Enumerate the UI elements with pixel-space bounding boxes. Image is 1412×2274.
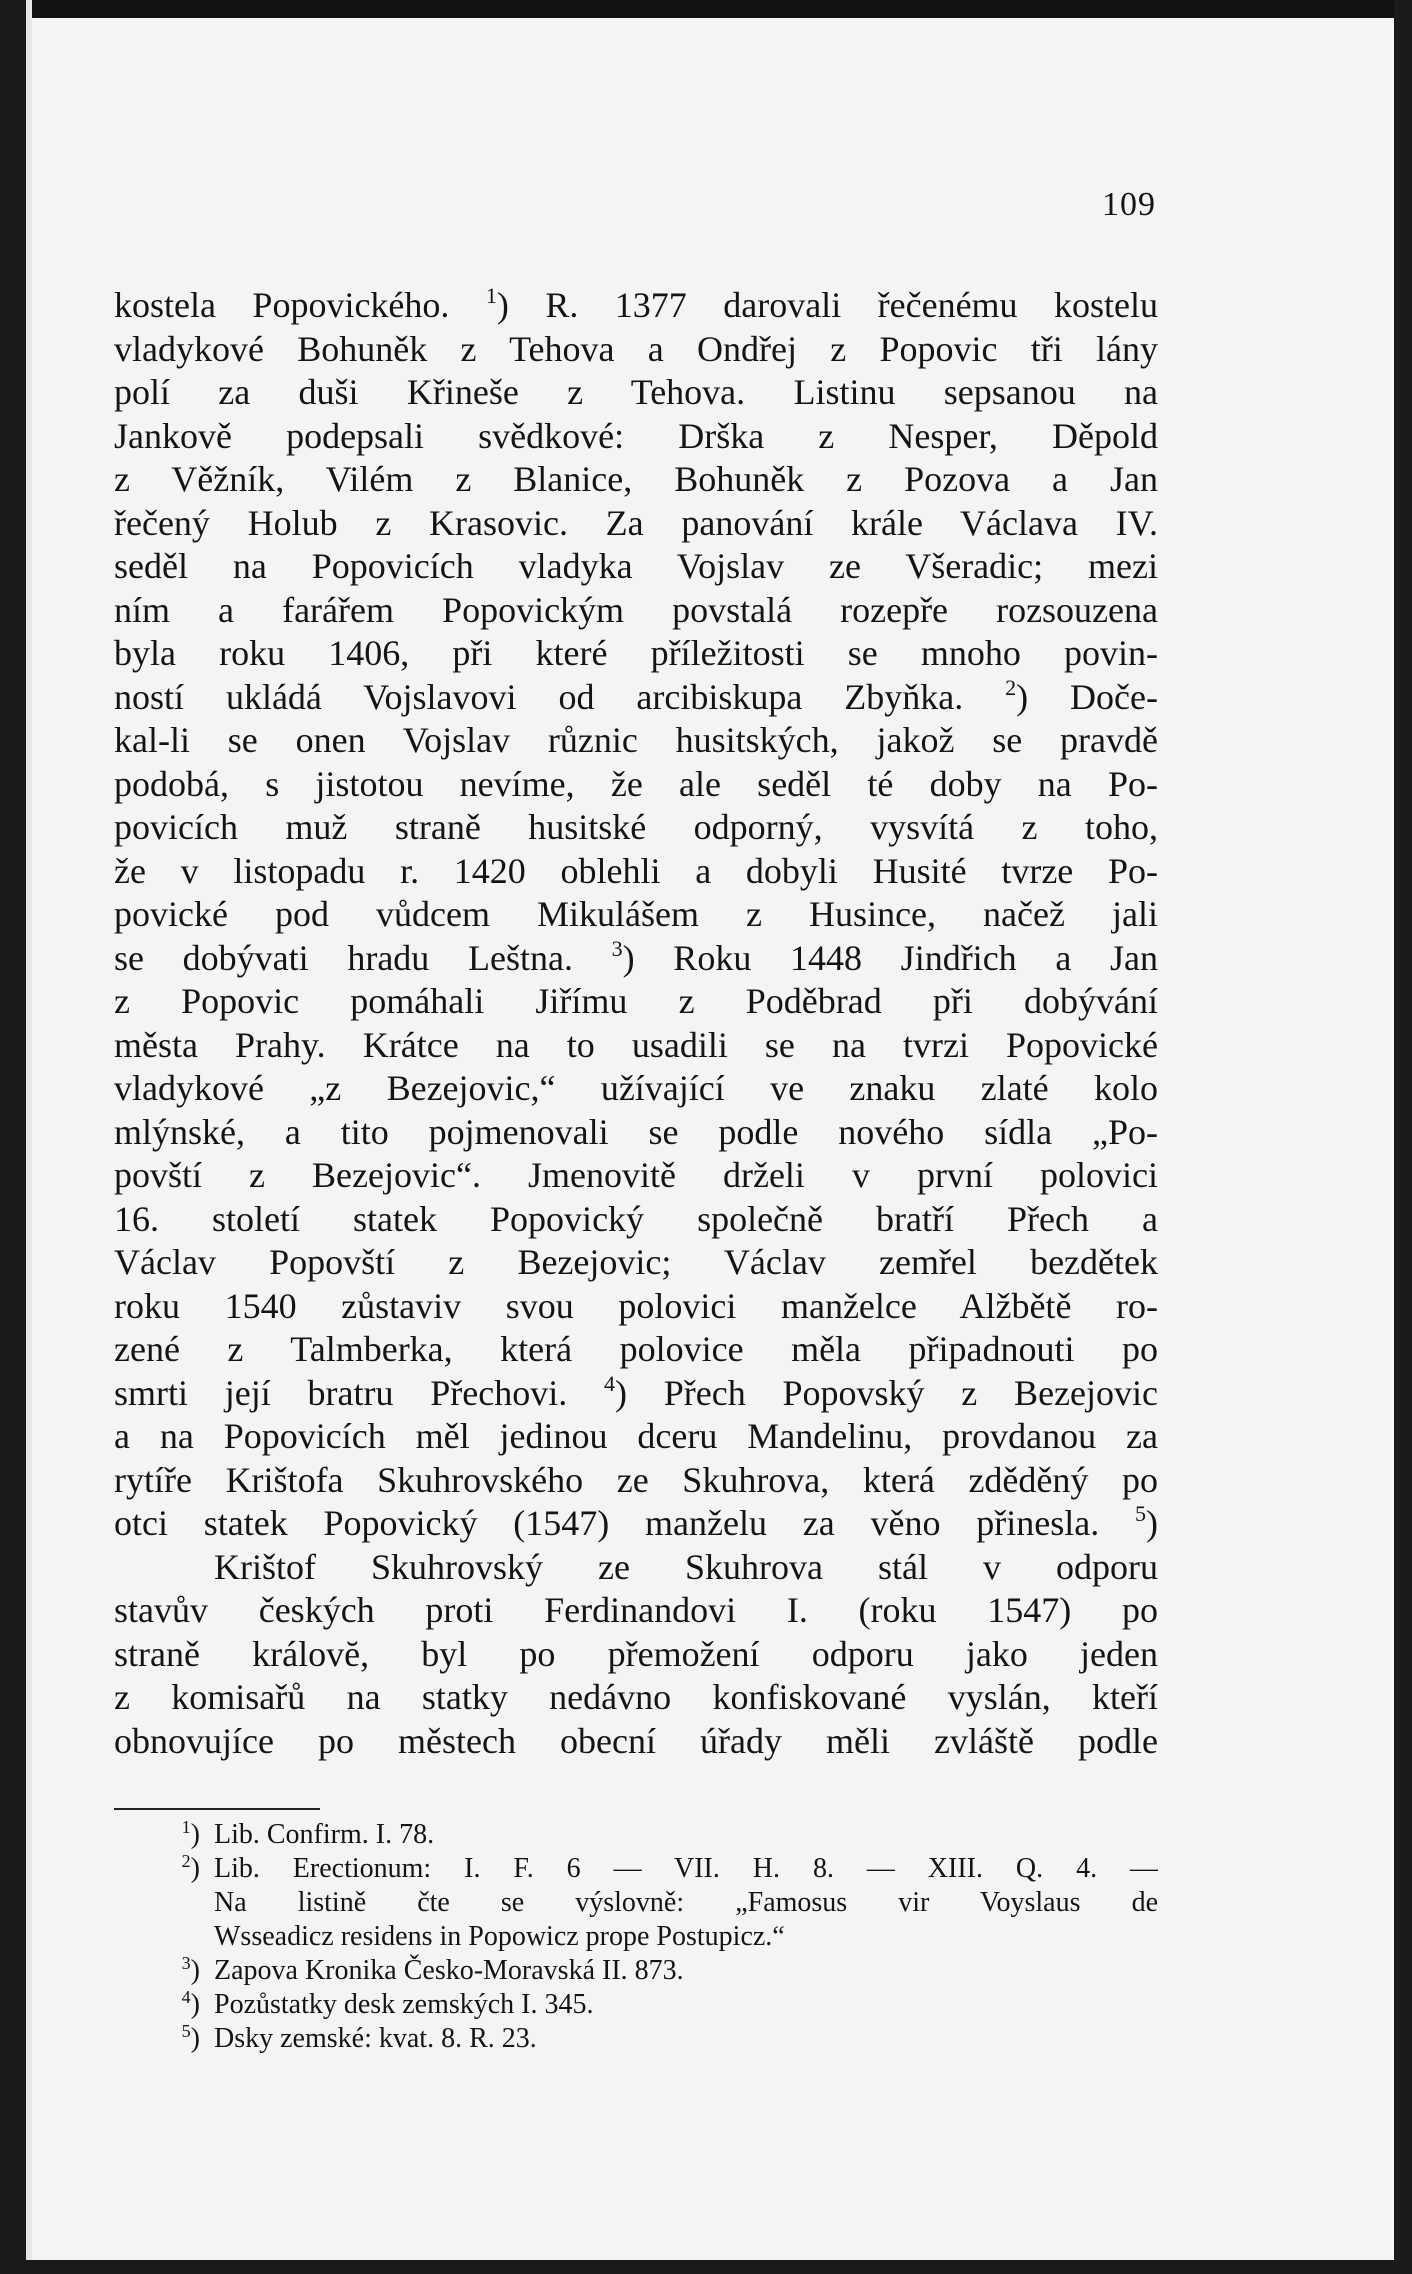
footnote-line	[114, 1886, 1158, 1920]
footnote-line	[114, 1988, 1158, 2022]
text-line	[114, 676, 1158, 720]
scan-border-top	[0, 0, 1412, 18]
text-line-content: Krištof Skuhrovský ze Skuhrova stál v odporu	[214, 1546, 1158, 1587]
text-line	[114, 371, 1158, 415]
footnote-text: Lib. Erectionum: I. F. 6 — VII. H. 8. — XIII. Q. 4. —	[214, 1853, 1158, 1884]
text-line	[114, 1111, 1158, 1155]
text-line-continuation: ) Doče-	[1016, 676, 1158, 717]
text-line-content: ním a farářem Popovickým povstalá rozepře rozsouzena	[114, 589, 1158, 630]
footnote-line	[114, 1818, 1158, 1852]
text-line	[114, 937, 1158, 981]
footnote-number: 3	[181, 1953, 191, 1973]
text-line-content: povické pod vůdcem Mikulášem z Husince, načež jali	[114, 894, 1158, 934]
text-line	[114, 719, 1158, 763]
text-line	[114, 980, 1158, 1024]
text-line	[114, 1285, 1158, 1329]
text-line	[114, 284, 1158, 328]
footnote-reference: 1	[485, 284, 497, 308]
text-line	[114, 1546, 1158, 1590]
text-line	[114, 1372, 1158, 1416]
text-line-content: města Prahy. Krátce na to usadili se na tvrzi Popovické	[114, 1024, 1158, 1065]
scan-border-bottom	[0, 2260, 1412, 2274]
text-line-content: obnovujíce po městech obecní úřady měli zvláště podle	[114, 1720, 1158, 1761]
footnote-line	[114, 1852, 1158, 1886]
footnote-text: Pozůstatky desk zemských I. 345.	[214, 1989, 594, 2020]
text-line	[114, 1241, 1158, 1285]
text-line-content: kostela Popovického.	[114, 285, 486, 325]
text-line-content: vladykové Bohuněk z Tehova a Ondřej z Popovic tři lány	[114, 328, 1158, 369]
footnote-number: 1	[181, 1817, 191, 1837]
text-line	[114, 1589, 1158, 1633]
footnote-line	[114, 2022, 1158, 2056]
text-line-content: mlýnské, a tito pojmenovali se podle nového sídla „Po-	[114, 1111, 1158, 1152]
footnote-mark: $^2$)	[181, 1851, 200, 1884]
scan-border-left-inner	[26, 0, 32, 2274]
footnote-number: 4	[181, 1987, 191, 2007]
text-line-content: byla roku 1406, při které příležitosti se mnoho povin-	[114, 633, 1158, 673]
text-line	[114, 1024, 1158, 1068]
text-line-content: se dobývati hradu Leštna.	[114, 937, 612, 978]
text-line-content: seděl na Popovicích vladyka Vojslav ze Všeradic; mezi	[114, 546, 1158, 586]
text-line	[114, 763, 1158, 807]
page-number: 109	[1102, 186, 1156, 223]
text-line	[114, 1328, 1158, 1372]
footnote-number: 5	[181, 2021, 191, 2041]
text-line	[114, 458, 1158, 502]
text-line-content: Jankově podepsali svědkové: Drška z Nesper, Děpold	[114, 415, 1158, 456]
footnote-reference: 5	[1135, 1502, 1146, 1526]
text-line-content: že v listopadu r. 1420 oblehli a dobyli Husité tvrze Po-	[114, 850, 1158, 891]
footnote-mark: $^3$)	[181, 1953, 200, 1986]
footnote-line	[114, 1954, 1158, 1988]
text-line-content: kal-li se onen Vojslav různic husitských, jakož se pravdě	[114, 720, 1158, 760]
text-line-content: roku 1540 zůstaviv svou polovici manželce Alžbětě ro-	[114, 1285, 1158, 1326]
text-line-content: straně královĕ, byl po přemožení odporu jako jeden	[114, 1633, 1158, 1674]
text-line	[114, 415, 1158, 459]
text-line	[114, 1633, 1158, 1677]
footnote-mark: $^1$)	[181, 1817, 200, 1850]
text-line	[114, 502, 1158, 546]
text-line	[114, 1502, 1158, 1546]
text-line-content: povicích muž straně husitské odporný, vysvítá z toho,	[114, 807, 1158, 847]
footnote-line	[114, 1920, 1158, 1954]
footnotes	[114, 1818, 1158, 2056]
text-line	[114, 1198, 1158, 1242]
text-line	[114, 1459, 1158, 1503]
text-line-content: z Popovic pomáhali Jiřímu z Poděbrad při dobývání	[114, 981, 1158, 1021]
text-line-content: podobá, s jistotou nevíme, že ale seděl té doby na Po-	[114, 763, 1158, 804]
text-line-content: řečený Holub z Krasovic. Za panování krále Václava IV.	[114, 502, 1158, 543]
text-line	[114, 893, 1158, 937]
footnote-text: Lib. Confirm. I. 78.	[214, 1819, 435, 1850]
text-line	[114, 806, 1158, 850]
footnote-text: Wsseadicz residens in Popowicz prope Postupicz.“	[214, 1921, 785, 1952]
text-line	[114, 328, 1158, 372]
text-line-content: polí za duši Křineše z Tehova. Listinu sepsanou na	[114, 372, 1158, 412]
footnote-mark	[114, 1886, 214, 1920]
text-line-content: ností ukládá Vojslavovi od arcibiskupa Zbyňka.	[114, 676, 1006, 717]
body-text	[114, 284, 1158, 1763]
text-line-content: Václav Popovští z Bezejovic; Václav zemřel bezdětek	[114, 1242, 1158, 1282]
scan-border-left	[0, 0, 26, 2274]
footnote-mark: $^4$)	[181, 1987, 200, 2020]
text-line-content: stavův českých proti Ferdinandovi I. (roku 1547) po	[114, 1590, 1158, 1630]
text-line	[114, 545, 1158, 589]
footnote-reference: 4	[604, 1371, 615, 1396]
text-line	[114, 1415, 1158, 1459]
text-line	[114, 632, 1158, 676]
text-line-content: a na Popovicích měl jedinou dceru Mandelinu, provdanou za	[114, 1416, 1158, 1456]
text-line	[114, 1067, 1158, 1111]
text-line	[114, 1154, 1158, 1198]
text-line-continuation: ) Roku 1448 Jindřich a Jan	[622, 937, 1158, 978]
footnote-text: Dsky zemské: kvat. 8. R. 23.	[214, 2023, 537, 2054]
footnote-text: Zapova Kronika Česko-Moravská II. 873.	[214, 1955, 684, 1986]
text-line-content: zené z Talmberka, která polovice měla připadnouti po	[114, 1329, 1158, 1369]
footnote-text: Na listině čte se výslovně: „Famosus vir Voyslaus de	[214, 1887, 1158, 1918]
footnote-rule	[114, 1808, 320, 1810]
text-line-continuation: )	[1146, 1503, 1158, 1543]
footnote-reference: 2	[1005, 675, 1017, 700]
text-line	[114, 850, 1158, 894]
scan-border-right	[1394, 0, 1412, 2274]
text-line-content: 16. století statek Popovický společně bratří Přech a	[114, 1198, 1158, 1239]
text-line-content: rytíře Krištofa Skuhrovského ze Skuhrova, která zděděný po	[114, 1459, 1158, 1500]
footnote-reference: 3	[611, 936, 623, 961]
text-line-content: z komisařů na statky nedávno konfiskované vyslán, kteří	[114, 1677, 1158, 1717]
footnote-number: 2	[181, 1851, 191, 1871]
text-line-content: vladykové „z Bezejovic,“ užívající ve znaku zlaté kolo	[114, 1068, 1158, 1108]
footnote-mark	[114, 1920, 214, 1954]
text-line	[114, 589, 1158, 633]
text-line-content: z Věžník, Vilém z Blanice, Bohuněk z Pozova a Jan	[114, 459, 1158, 499]
text-line-content: smrti její bratru Přechovi.	[114, 1372, 604, 1413]
text-line	[114, 1676, 1158, 1720]
footnote-mark: $^5$)	[181, 2021, 200, 2054]
text-line-continuation: ) Přech Popovský z Bezejovic	[615, 1372, 1158, 1413]
text-line-content: otci statek Popovický (1547) manželu za věno přinesla.	[114, 1503, 1135, 1543]
text-line	[114, 1720, 1158, 1764]
text-line-continuation: ) R. 1377 darovali řečenému kostelu	[496, 285, 1158, 325]
text-line-content: povští z Bezejovic“. Jmenovitě drželi v první polovici	[114, 1155, 1158, 1195]
